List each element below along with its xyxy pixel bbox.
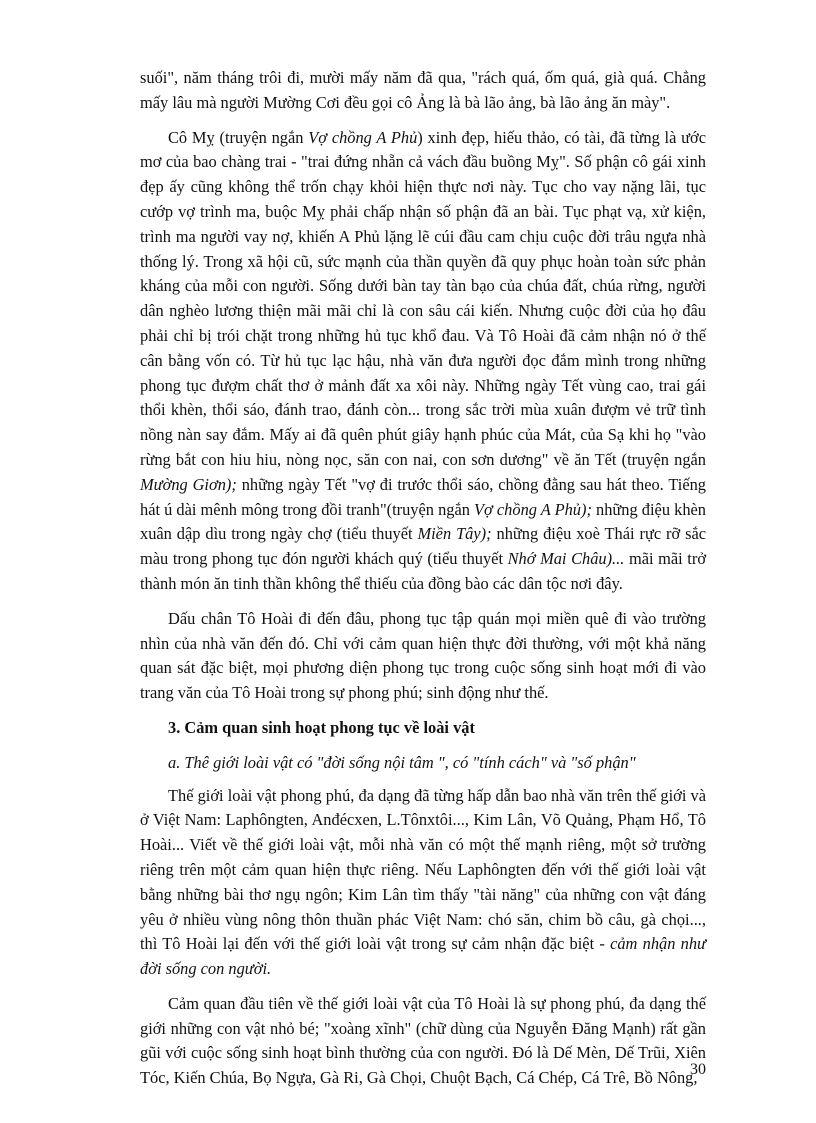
- paragraph-2-text-2: ) xinh đẹp, hiếu thảo, có tài, đã từng là ước mơ của bao chàng trai - "trai đứng nhẵn cả vách đầu buồng Mỵ". Số phận cô gái xinh đẹp ấy cũng không thể trốn chạy khỏi hiện thực nơi này. Tục cho vay nặng lãi, tục cướp vợ trình ma, buộc Mỵ phải chấp nhận số phận đã an bài. Tục phạt vạ, xử kiện, trình ma người vay nợ, khiến A Phủ lặng lẽ cúi đầu cam chịu cuộc đời trâu ngựa nhà thống lý. Trong xã hội cũ, sức mạnh của thần quyền đã quy phục hoàn toàn sức phản kháng của mỗi con người. Sống dưới bàn tay tàn bạo của chúa đất, chúa rừng, người dân nghèo lương thiện mãi mãi chỉ là con sâu cái kiến. Nhưng cuộc đời của họ đâu phải chỉ bị trói chặt trong những hủ tục khổ đau. Và Tô Hoài đã cảm nhận nó ở thế cân bằng vốn có. Từ hủ tục lạc hậu, nhà văn đưa người đọc đắm mình trong những phong tục đượm chất thơ ở mảnh đất xa xôi này. Những ngày Tết vùng cao, trai gái thổi khèn, thổi sáo, đánh trao, đánh còn... trong sắc trời mùa xuân đượm vẻ trữ tình nồng nàn say đắm. Mấy ai đã quên phút giây hạnh phúc của Mát, của Sạ khi họ "vào rừng bắt con hiu hiu, nòng nọc, săn con nai, con sơn dương" về ăn Tết (truyện ngắn: [140, 127, 706, 469]
- paragraph-2-text-6: mãi mãi trở thành món ăn tinh thần không thể thiếu của đồng bào các dân tộc nơi đây.: [140, 549, 706, 593]
- paragraph-2-text-1: Cô Mỵ (truyện ngắn: [168, 127, 309, 147]
- paragraph-2-text-5: những điệu xoè Thái rực rỡ sắc màu trong phong tục đón người khách quý (tiểu thuyết: [140, 524, 706, 569]
- document-page: [140, 66, 706, 1101]
- paragraph-2: [140, 126, 706, 597]
- paragraph-4-italic: cảm nhận như đời sống con người.: [140, 934, 706, 979]
- paragraph-4-text: Thế giới loài vật phong phú, đa dạng đã từng hấp dẫn bao nhà văn trên thế giới và ở Việt Nam: Laphôngten, Anđécxen, L.Tônxtôi..., Kim Lân, Võ Quảng, Phạm Hổ, Tô Hoài... Viết về thế giới loài vật, mỗi nhà văn có một thế mạnh riêng, một sở trường riêng trên một cảm quan hiện thực riêng. Nếu Laphôngten đến với thế giới loài vật bằng những bài thơ ngụ ngôn; Kim Lân tìm thấy "tài năng" của những con vật đáng yêu ở nhiều vùng nông thôn thuần phác Việt Nam: chó săn, chim bồ câu, gà chọi..., thì Tô Hoài lại đến với thế giới loài vật trong sự cảm nhận đặc biệt -: [140, 785, 706, 954]
- paragraph-3: [140, 607, 706, 706]
- paragraph-4: [140, 784, 706, 982]
- paragraph-5: [140, 992, 706, 1091]
- paragraph-2-text-3: những ngày Tết "vợ đi trước thổi sáo, chồng đằng sau hát theo. Tiếng hát ú dài mênh mông trong đồi tranh"(truyện ngắn: [140, 474, 706, 519]
- paragraph-5-text: Cảm quan đầu tiên về thế giới loài vật của Tô Hoài là sự phong phú, đa dạng thế giới những con vật nhỏ bé; "xoàng xĩnh" (chữ dùng của Nguyễn Đăng Mạnh) rất gần gũi với cuộc sống sinh hoạt bình thường của con người. Đó là Dế Mèn, Dế Trũi, Xiên Tóc, Kiến Chúa, Bọ Ngựa, Gà Ri, Gà Chọi, Chuột Bạch, Cá Chép, Cá Trê, Bồ Nông,: [140, 993, 706, 1088]
- sub-heading: a. Thê giới loài vật có "đời sống nội tâm ", có "tính cách" và "số phận": [168, 752, 636, 772]
- paragraph-2-italic-2: Mường Giơn);: [140, 474, 237, 494]
- paragraph-1: [140, 66, 706, 116]
- paragraph-2-italic-3: Vợ chồng A Phủ);: [474, 499, 592, 519]
- section-heading: 3. Cảm quan sinh hoạt phong tục về loài vật: [168, 717, 475, 737]
- paragraph-2-italic-1: Vợ chồng A Phủ: [308, 127, 418, 147]
- paragraph-2-text-4: những điệu khèn xuân dập dìu trong ngày chợ (tiểu thuyết: [140, 499, 706, 544]
- paragraph-1-text: suối", năm tháng trôi đi, mười mấy năm đã qua, "rách quá, ốm quá, già quá. Chẳng mấy lâu mà người Mường Cơi đều gọi cô Ảng là bà lão ảng, bà lão ảng ăn mày".: [140, 68, 706, 112]
- paragraph-2-italic-4: Miền Tây);: [417, 524, 492, 544]
- page-number: 30: [690, 1061, 706, 1078]
- paragraph-2-italic-5: Nhớ Mai Châu)...: [507, 549, 625, 569]
- paragraph-3-text: Dấu chân Tô Hoài đi đến đâu, phong tục tập quán mọi miền quê đi vào trường nhìn của nhà văn đến đó. Chỉ với cảm quan hiện thực đời thường, với một khả năng quan sát đặc biệt, mọi phương diện phong tục trong cuộc sống sinh hoạt mới đi vào trang văn của Tô Hoài trong sự phong phú; sinh động như thế.: [140, 608, 706, 703]
